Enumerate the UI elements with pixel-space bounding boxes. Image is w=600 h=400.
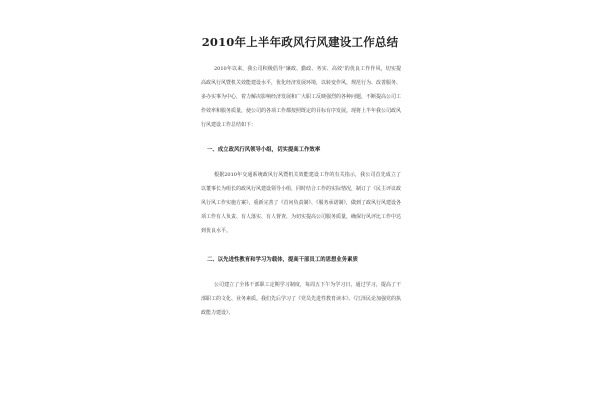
section-1-paragraph: 根据2010年交通系统政风行风暨机关效能建设工作的有关指示，我公司首先成立了以董事长为组长的政风行风建设领导小组，同时结合工作的实际情况，制订了《民主评议政风行风工作实施方案》，重新完善了《首问负责制》、《服务承诺制》，做到了政风行风建设各项工作有人负责、有人落实、有人督查，为切实提高公司服务质量，确保行风评比工作中达到优良水平。 (201, 172, 402, 234)
intro-paragraph: 2010年以来，我公司积极倡导“廉政、勤政、务实、高效”的优良工作作风，切实提高政风行风暨机关效能建设水平，优化经济发展环境，以转变作风、规范行为、改善服务、多办实事为中心，着力解决影响经济发展和广大职工反映强烈的各种问题，不断提高公司工作效率和服务质量，使公司的各项工作都按照既定的目标有序发展。现将上半年我公司政风行风建设工作总结如下： (201, 66, 402, 128)
section-2-paragraph: 公司建立了全体干部职工定期学习制度，每周五下午为学习日，通过学习，提高了干部职工的文化、业务素质。我们先后学习了《党员先进性教育读本》、《江泽民论加强党的执政能力建设》、 (201, 282, 402, 316)
section-2-heading: 二、以先进性教育和学习为载体，提高干部员工的思想业务素质 (207, 257, 358, 263)
section-1-heading: 一、成立政风行风领导小组，切实提高工作效率 (207, 147, 321, 153)
document-body (201, 62, 401, 320)
document-title: 2010年上半年政风行风建设工作总结 (201, 35, 399, 49)
